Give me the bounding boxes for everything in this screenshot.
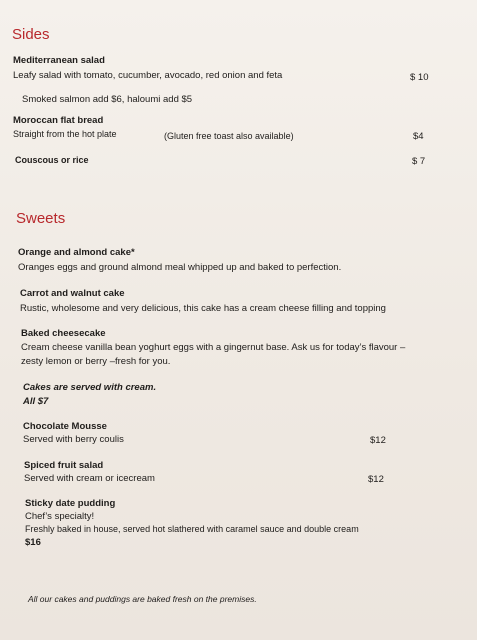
sides-heading: Sides	[12, 26, 50, 43]
mediterranean-salad-description: Leafy salad with tomato, cucumber, avocado, red onion and feta	[13, 70, 283, 81]
couscous-name: Couscous or rice	[15, 155, 89, 165]
spiced-fruit-salad-name: Spiced fruit salad	[24, 460, 104, 471]
sticky-date-pudding-price: $16	[25, 537, 41, 548]
carrot-walnut-cake-description: Rustic, wholesome and very delicious, this cake has a cream cheese filling and topping	[20, 303, 386, 314]
spiced-fruit-salad-price: $12	[368, 474, 384, 485]
mediterranean-salad-name: Mediterranean salad	[13, 55, 105, 66]
couscous-price: $ 7	[412, 156, 426, 167]
chocolate-mousse-price: $12	[370, 435, 386, 446]
baked-fresh-footer-note: All our cakes and puddings are baked fresh on the premises.	[28, 594, 257, 604]
sticky-date-pudding-description-line-1: Chef’s specialty!	[25, 511, 95, 522]
chocolate-mousse-name: Chocolate Mousse	[23, 421, 107, 432]
cakes-all-price: All $7	[23, 396, 49, 407]
sticky-date-pudding-description-line-2: Freshly baked in house, served hot slathered with caramel sauce and double cream	[25, 524, 359, 534]
moroccan-flat-bread-price: $4	[413, 131, 424, 142]
baked-cheesecake-description-line-2: zesty lemon or berry –fresh for you.	[21, 356, 171, 367]
moroccan-flat-bread-name: Moroccan flat bread	[13, 115, 104, 126]
sweets-heading: Sweets	[16, 210, 66, 227]
orange-almond-cake-name: Orange and almond cake*	[18, 247, 135, 258]
cakes-served-note: Cakes are served with cream.	[23, 382, 157, 393]
baked-cheesecake-description-line-1: Cream cheese vanilla bean yoghurt eggs with a gingernut base. Ask us for today’s flavour –	[21, 342, 406, 353]
mediterranean-salad-price: $ 10	[410, 72, 429, 83]
carrot-walnut-cake-name: Carrot and walnut cake	[20, 288, 125, 299]
orange-almond-cake-description: Oranges eggs and ground almond meal whipped up and baked to perfection.	[18, 262, 342, 273]
baked-cheesecake-name: Baked cheesecake	[21, 328, 106, 339]
spiced-fruit-salad-description: Served with cream or icecream	[24, 473, 155, 484]
mediterranean-salad-addon: Smoked salmon add $6, haloumi add $5	[22, 94, 193, 105]
sticky-date-pudding-name: Sticky date pudding	[25, 498, 116, 509]
moroccan-flat-bread-description: Straight from the hot plate	[13, 129, 117, 139]
moroccan-flat-bread-note: (Gluten free toast also available)	[164, 131, 294, 141]
chocolate-mousse-description: Served with berry coulis	[23, 434, 124, 445]
